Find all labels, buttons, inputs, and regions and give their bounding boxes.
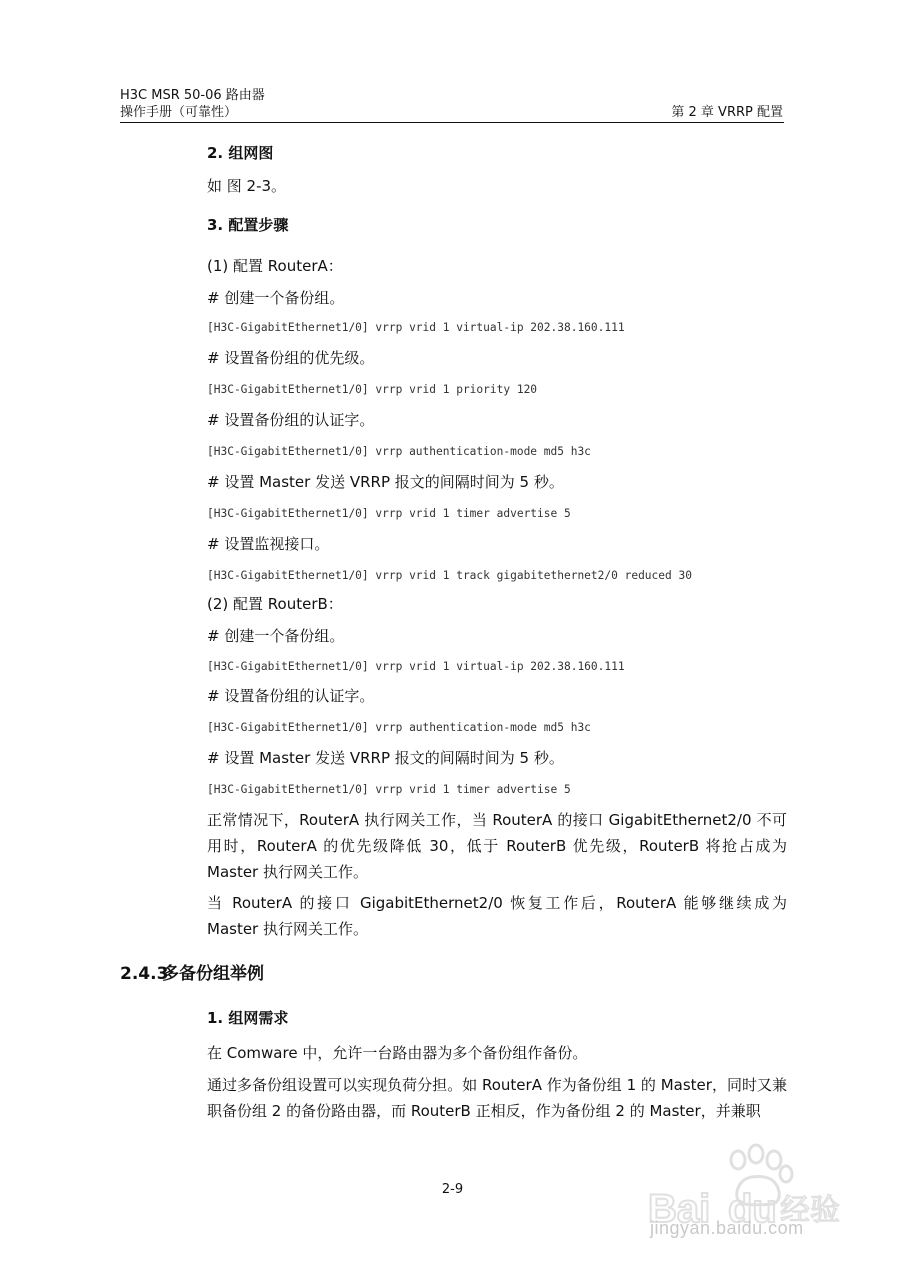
command-track-a: [H3C-GigabitEthernet1/0] vrrp vrid 1 track gigabitethernet2/0 reduced 30 [207, 569, 692, 582]
paragraph-comware: 在 Comware 中，允许一台路由器为多个备份组作备份。 [207, 1044, 588, 1062]
svg-text:Bai: Bai [648, 1187, 711, 1231]
watermark-url: jingyan.baidu.com [650, 1218, 804, 1238]
header-manual-title: 操作手册（可靠性） [120, 105, 238, 120]
command-virtual-ip-a: [H3C-GigabitEthernet1/0] vrrp vrid 1 virtual-ip 202.38.160.111 [207, 321, 625, 334]
paragraph-recovery: 当 RouterA 的接口 GigabitEthernet2/0 恢复工作后，RouterA 能够继续成为 Master 执行网关工作。 [207, 894, 787, 938]
svg-text:du: du [728, 1187, 777, 1231]
command-auth-a: [H3C-GigabitEthernet1/0] vrrp authentication-mode md5 h3c [207, 445, 591, 458]
section-heading [120, 963, 264, 985]
comment-track-a: # 设置监视接口。 [207, 535, 330, 553]
command-timer-a: [H3C-GigabitEthernet1/0] vrrp vrid 1 timer advertise 5 [207, 507, 571, 520]
paragraph-load-sharing: 通过多备份组设置可以实现负荷分担。如 RouterA 作为备份组 1 的 Master，同时又兼职备份组 2 的备份路由器，而 RouterB 正相反，作为备份组 2 的 Master，并兼职 [207, 1076, 787, 1120]
command-auth-b: [H3C-GigabitEthernet1/0] vrrp authentication-mode md5 h3c [207, 721, 591, 734]
command-timer-b: [H3C-GigabitEthernet1/0] vrrp vrid 1 timer advertise 5 [207, 783, 571, 796]
comment-create-group-b: # 创建一个备份组。 [207, 627, 345, 645]
heading-network-requirements: 1. 组网需求 [207, 1009, 289, 1027]
paragraph-normal-operation: 正常情况下，RouterA 执行网关工作，当 RouterA 的接口 GigabitEthernet2/0 不可用时，RouterA 的优先级降低 30，低于 RouterB 优先级，RouterB 将抢占成为 Master 执行网关工作。 [207, 811, 787, 881]
section-number: 2.4.3 [120, 964, 169, 984]
comment-auth-a: # 设置备份组的认证字。 [207, 411, 375, 429]
page-number: 2-9 [441, 1182, 464, 1197]
comment-timer-b: # 设置 Master 发送 VRRP 报文的间隔时间为 5 秒。 [207, 749, 564, 767]
header-divider [120, 122, 784, 123]
step-routera: (1) 配置 RouterA： [207, 257, 343, 275]
header-product: H3C MSR 50-06 路由器 [120, 88, 265, 103]
header-chapter: 第 2 章 VRRP 配置 [671, 105, 783, 120]
heading-topology: 2. 组网图 [207, 144, 274, 162]
comment-create-group-a: # 创建一个备份组。 [207, 289, 345, 307]
command-virtual-ip-b: [H3C-GigabitEthernet1/0] vrrp vrid 1 virtual-ip 202.38.160.111 [207, 660, 625, 673]
section-title: 多备份组举例 [162, 964, 264, 984]
comment-timer-a: # 设置 Master 发送 VRRP 报文的间隔时间为 5 秒。 [207, 473, 564, 491]
heading-config-steps: 3. 配置步骤 [207, 216, 289, 234]
command-priority-a: [H3C-GigabitEthernet1/0] vrrp vrid 1 priority 120 [207, 383, 538, 396]
comment-auth-b: # 设置备份组的认证字。 [207, 687, 375, 705]
step-routerb: (2) 配置 RouterB： [207, 595, 343, 613]
figure-reference: 如 图 2-3。 [207, 177, 287, 195]
svg-text:经验: 经验 [780, 1193, 840, 1228]
comment-priority-a: # 设置备份组的优先级。 [207, 349, 375, 367]
